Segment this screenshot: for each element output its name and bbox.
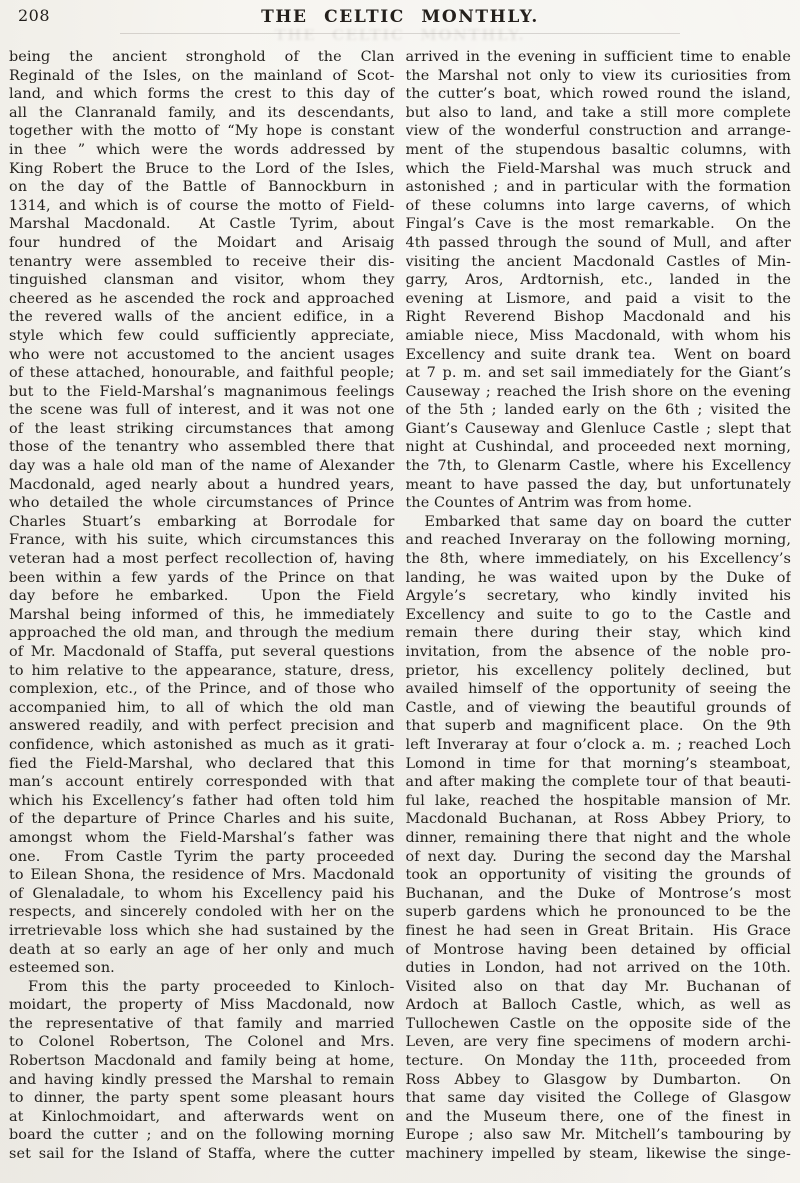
text-line: and after making the complete tour of that beauti- [405,774,791,791]
text-line: and having kindly pressed the Marshal to remain [9,1071,395,1088]
title-showthrough: THE CELTIC MONTHLY. [274,26,526,44]
text-line: death at so early an age of her only and much [9,941,395,958]
text-line: accompanied him, to all of which the old man [9,699,395,716]
text-line: Macdonald Buchanan, at Ross Abbey Priory, to [405,811,791,828]
text-line: ful lake, reached the hospitable mansion of Mr. [405,792,791,809]
text-line: garry, Aros, Ardtornish, etc., landed in the [405,272,791,289]
text-line: ment of the stupendous basaltic columns, with [405,141,791,158]
text-line: at 7 p. m. and set sail immediately for the Giant’s [405,365,791,382]
text-line: meant to have passed the day, but unfortunately [405,476,791,493]
text-line: Ross Abbey to Glasgow by Dumbarton. On [405,1071,791,1088]
text-line: approached the old man, and through the medium [9,625,395,642]
text-line: 4th passed through the sound of Mull, and after [405,234,791,251]
text-line: machinery impelled by steam, likewise the singe- [405,1146,791,1163]
text-line: man’s account entirely corresponded with that [9,774,395,791]
text-line: of Montrose having been detained by official [405,941,791,958]
text-line: Fingal’s Cave is the most remarkable. On the [405,216,791,233]
text-line: Argyle’s secretary, who kindly invited his [405,588,791,605]
text-line: day before he embarked. Upon the Field [9,588,395,605]
text-line: amiable niece, Miss Macdonald, with whom his [405,327,791,344]
text-line: been within a few yards of the Prince on that [9,569,395,586]
text-line: invitation, from the absence of the noble pro- [405,644,791,660]
article-body [0,48,800,1164]
text-line: of these columns into large caverns, of which [405,197,791,214]
text-line: to dinner, the party spent some pleasant hours [9,1090,395,1107]
text-line: the Marshal not only to view its curiosities from [405,67,791,84]
text-line: left Inveraray at four o’clock a. m. ; reached Loch [405,736,791,753]
right-column [406,48,792,1164]
text-line: Marshal Macdonald. At Castle Tyrim, about [9,216,395,233]
text-line: night at Cushindal, and proceeded next morning, [405,439,791,456]
header-rule [120,33,680,34]
text-line: land, and which forms the crest to this day of [9,86,395,103]
text-line: and the Museum there, one of the finest in [405,1108,791,1125]
text-line: Embarked that same day on board the cutter [424,513,791,530]
text-line: landing, he was waited upon by the Duke of [405,569,791,586]
text-line: who detailed the whole circumstances of Prince [9,495,395,512]
text-line: superb gardens which he pronounced to be the [405,904,791,921]
text-line: view of the wonderful construction and arrange- [405,123,791,140]
text-line: Leven, are very fine specimens of modern archi- [405,1034,791,1051]
text-line: one. From Castle Tyrim the party proceeded [9,848,395,865]
text-line: Excellency and suite to go to the Castle and [405,606,791,623]
text-line: who were not accustomed to the ancient usages [9,346,395,363]
page-title: THE CELTIC MONTHLY. [261,7,539,27]
text-line: together with the motto of “My hope is constant [9,123,395,140]
text-line: evening at Lismore, and paid a visit to the [405,290,791,307]
text-line: the scene was full of interest, and it was not one [9,402,395,419]
text-line: Right Reverend Bishop Macdonald and his [405,309,791,326]
text-line: Castle, and of viewing the beautiful grounds of [405,699,791,716]
left-column [9,48,395,1164]
text-line: Macdonald, aged nearly about a hundred years, [9,476,395,493]
text-line: duties in London, had not arrived on the 10th. [405,960,791,977]
text-line: to Eilean Shona, the residence of Mrs. Macdonald [9,867,395,884]
text-line: prietor, his excellency politely declined, but [405,662,791,679]
text-line: board the cutter ; and on the following morning [9,1127,395,1144]
text-line: moidart, the property of Miss Macdonald, now [9,997,395,1014]
text-line: finest he had seen in Great Britain. His Grace [405,922,791,939]
text-line: Visited also on that day Mr. Buchanan of [405,978,791,995]
text-line: Lomond in time for that morning’s steamboat, [405,755,791,772]
text-line: on the day of the Battle of Bannockburn in [9,179,395,196]
text-line: the representative of that family and married [9,1015,395,1032]
text-line: took an opportunity of visiting the grounds of [405,867,791,884]
text-line: irretrievable loss which she had sustained by the [9,922,395,939]
text-line: those of the tenantry who assembled there that [9,439,395,456]
text-line: and reached Inveraray on the following morning, [405,532,791,549]
text-line: four hundred of the Moidart and Arisaig [9,234,395,251]
text-line: Ardoch at Balloch Castle, which, as well as [405,997,791,1014]
text-line: but to the Field-Marshal’s magnanimous feelings [9,383,395,400]
text-line: tecture. On Monday the 11th, proceeded from [405,1053,791,1070]
text-line: at Kinlochmoidart, and afterwards went on [9,1108,395,1125]
page-number: 208 [18,6,51,25]
text-line: of Mr. Macdonald of Staffa, put several questions [9,644,395,660]
text-line: but also to land, and take a still more complete [405,104,791,121]
text-line: Causeway ; reached the Irish shore on the evening [405,383,791,400]
text-line: Reginald of the Isles, on the mainland of Scot- [9,67,395,84]
text-line: the Countes of Antrim was from home. [405,495,693,512]
text-line: being the ancient stronghold of the Clan [9,49,395,65]
text-line: Giant’s Causeway and Glenluce Castle ; slept that [405,420,791,437]
text-line: tenantry were assembled to receive their dis- [9,253,395,270]
text-line: of next day. During the second day the Marshal [405,848,791,865]
text-line: day was a hale old man of the name of Alexander [9,458,395,475]
text-line: dinner, remaining there that night and the whole [405,829,791,846]
text-line: France, with his suite, which circumstances this [9,532,395,549]
text-line: Marshal being informed of this, he immediately [9,606,395,623]
text-line: Charles Stuart’s embarking at Borrodale for [9,513,395,530]
text-line: all the Clanranald family, and its descendants, [9,104,395,121]
text-line: answered readily, and with perfect precision and [9,718,395,735]
text-line: style which few could sufficiently appreciate, [9,327,395,344]
text-line: 1314, and which is of course the motto of Field- [9,197,395,214]
page-header [0,0,800,44]
text-line: of the departure of Prince Charles and his suite, [9,811,395,828]
text-line: in thee ” which were the words addressed by [9,141,395,158]
text-line: veteran had a most perfect recollection of, having [9,551,395,568]
text-line: esteemed son. [9,960,115,977]
text-line: of the least striking circumstances that among [9,420,395,437]
text-line: Europe ; also saw Mr. Mitchell’s tambouring by [405,1127,791,1144]
text-line: set sail for the Island of Staffa, where the cutter [9,1146,395,1163]
text-line: of Glenaladale, to whom his Excellency paid his [9,885,395,902]
text-line: availed himself of the opportunity of seeing the [405,681,791,698]
text-line: fied the Field-Marshal, who declared that this [9,755,395,772]
text-line: visiting the ancient Macdonald Castles of Min- [405,253,791,270]
text-line: the cutter’s boat, which rowed round the island, [405,86,791,103]
text-line: the 8th, where immediately, on his Excellency’s [405,551,791,568]
text-line: From this the party proceeded to Kinloch- [28,978,395,995]
text-line: the 7th, to Glenarm Castle, where his Excellency [405,458,791,475]
text-line: the revered walls of the ancient edifice, in a [9,309,395,326]
text-line: Excellency and suite drank tea. Went on board [405,346,791,363]
text-line: of the 5th ; landed early on the 6th ; visited the [405,402,791,419]
text-line: respects, and sincerely condoled with her on the [9,904,395,921]
text-line: that superb and magnificent place. On the 9th [405,718,791,735]
text-line: amongst whom the Field-Marshal’s father was [9,829,395,846]
text-line: astonished ; and in particular with the formation [405,179,791,196]
text-line: Tullochewen Castle on the opposite side of the [405,1015,791,1032]
text-line: confidence, which astonished as much as it grati- [9,736,395,753]
text-line: which his Excellency’s father had often told him [9,792,395,809]
text-line: Buchanan, and the Duke of Montrose’s most [405,885,791,902]
text-line: arrived in the evening in sufficient time to enable [405,49,791,65]
text-line: remain there during their stay, which kind [405,625,791,642]
text-line: of these attached, honourable, and faithful people; [9,365,395,382]
text-line: which the Field-Marshal was much struck and [405,160,791,177]
text-line: tinguished clansman and visitor, whom they [9,272,395,289]
text-line: to him relative to the appearance, stature, dress, [9,662,395,679]
text-line: complexion, etc., of the Prince, and of those who [9,681,395,698]
text-line: to Colonel Robertson, The Colonel and Mrs. [9,1034,395,1051]
text-line: King Robert the Bruce to the Lord of the Isles, [9,160,395,177]
text-line: Robertson Macdonald and family being at home, [9,1053,395,1070]
text-line: that same day visited the College of Glasgow [405,1090,791,1107]
text-line: cheered as he ascended the rock and approached [9,290,395,307]
